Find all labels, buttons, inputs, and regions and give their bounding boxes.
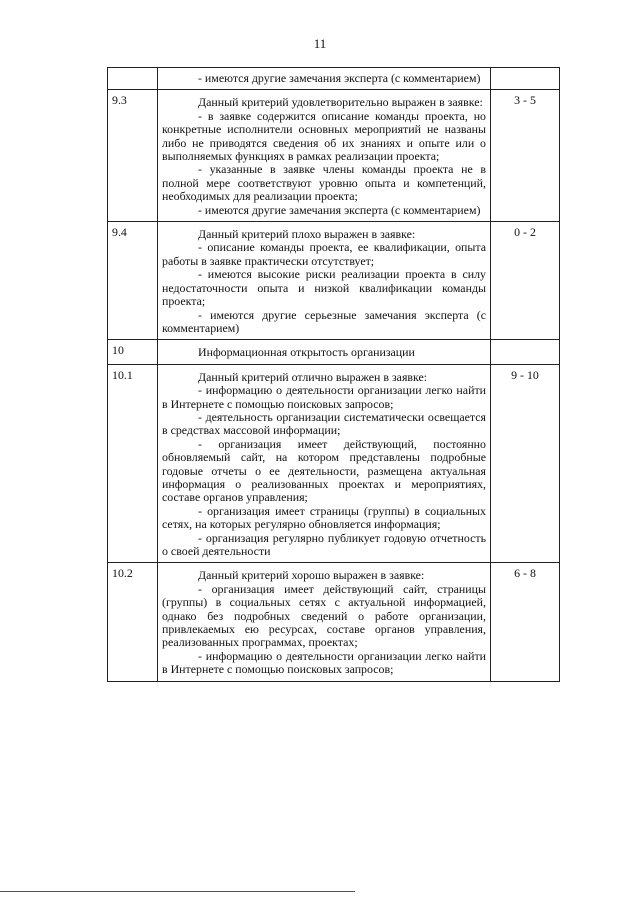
criterion-description <box>158 340 491 364</box>
criterion-score: 6 - 8 <box>491 563 560 681</box>
criterion-bullet: - указанные в заявке члены команды проекта не в полной мере соответствуют уровню опыта и компетенций, необходимых для реализации проекта; <box>162 162 486 204</box>
criterion-score: 9 - 10 <box>491 364 560 563</box>
criteria-row <box>108 340 560 364</box>
criterion-description <box>158 364 491 563</box>
criterion-bullet: - организация имеет страницы (группы) в социальных сетях, на которых регулярно обновляется информация; <box>162 503 486 532</box>
criterion-bullet: - описание команды проекта, ее квалификации, опыта работы в заявке практически отсутствует; <box>162 240 486 268</box>
criterion-score <box>491 340 560 364</box>
criterion-bullet: - организация имеет действующий сайт, страницы (группы) в социальных сетях с актуальной информацией, однако без подробных сведений о работе организации, привлекаемых ею ресурсах, составе органов управления, реализованных программах, проектах; <box>162 581 486 650</box>
criterion-heading: Данный критерий хорошо выражен в заявке: <box>198 568 425 583</box>
criterion-score: 0 - 2 <box>491 222 560 340</box>
footer-rule <box>0 891 355 892</box>
criteria-table-body <box>108 68 560 682</box>
criterion-description <box>158 90 491 222</box>
criterion-score: 3 - 5 <box>491 90 560 222</box>
criterion-bullet: - организация имеет действующий, постоянно обновляемый сайт, на котором представлены подробные годовые отчеты о ее деятельности, размещена актуальная информация о реализованных проектах и мероприятиях, составе органов управления; <box>162 436 486 505</box>
criteria-row <box>108 563 560 681</box>
criterion-heading: Информационная открытость организации <box>198 345 415 360</box>
page-number: 11 <box>313 36 327 51</box>
criteria-row <box>108 222 560 340</box>
criterion-bullet: - имеются другие серьезные замечания эксперта (с комментарием) <box>162 307 486 335</box>
criterion-description <box>158 68 491 90</box>
criteria-row <box>108 364 560 563</box>
criterion-heading: Данный критерий плохо выражен в заявке: <box>198 227 416 242</box>
criterion-bullet: - информацию о деятельности организации легко найти в Интернете с помощью поисковых запросов; <box>162 383 486 411</box>
criterion-score <box>491 68 560 90</box>
criterion-id: 10.2 <box>108 563 158 681</box>
criterion-id: 9.4 <box>108 222 158 340</box>
criterion-bullet: - в заявке содержится описание команды проекта, но конкретные исполнители основных мероприятий не названы либо не приводятся сведения об их знаниях и опыте или о выполняемых функциях в рамках реализации проекта; <box>162 108 486 164</box>
criterion-description <box>158 222 491 340</box>
criterion-id: 10 <box>108 340 158 364</box>
criteria-row <box>108 68 560 90</box>
criterion-id: 9.3 <box>108 90 158 222</box>
criterion-bullet: - имеются другие замечания эксперта (с комментарием) <box>198 202 481 217</box>
criterion-heading: Данный критерий удовлетворительно выражен в заявке: <box>198 95 483 110</box>
criterion-bullet: - деятельность организации систематически освещается в средствах массовой информации; <box>162 409 486 438</box>
criterion-bullet: - имеются другие замечания эксперта (с комментарием) <box>198 71 481 85</box>
criteria-row <box>108 90 560 222</box>
criterion-heading: Данный критерий отлично выражен в заявке: <box>198 369 428 384</box>
criterion-id: 10.1 <box>108 364 158 563</box>
criteria-table <box>107 67 560 682</box>
criterion-bullet: - организация регулярно публикует годовую отчетность о своей деятельности <box>162 530 486 558</box>
criterion-description <box>158 563 491 681</box>
criterion-id <box>108 68 158 90</box>
criterion-bullet: - имеются высокие риски реализации проекта в силу недостаточности опыта и низкой квалификации команды проекта; <box>162 267 486 309</box>
criterion-bullet: - информацию о деятельности организации легко найти в Интернете с помощью поисковых запросов; <box>162 648 486 677</box>
